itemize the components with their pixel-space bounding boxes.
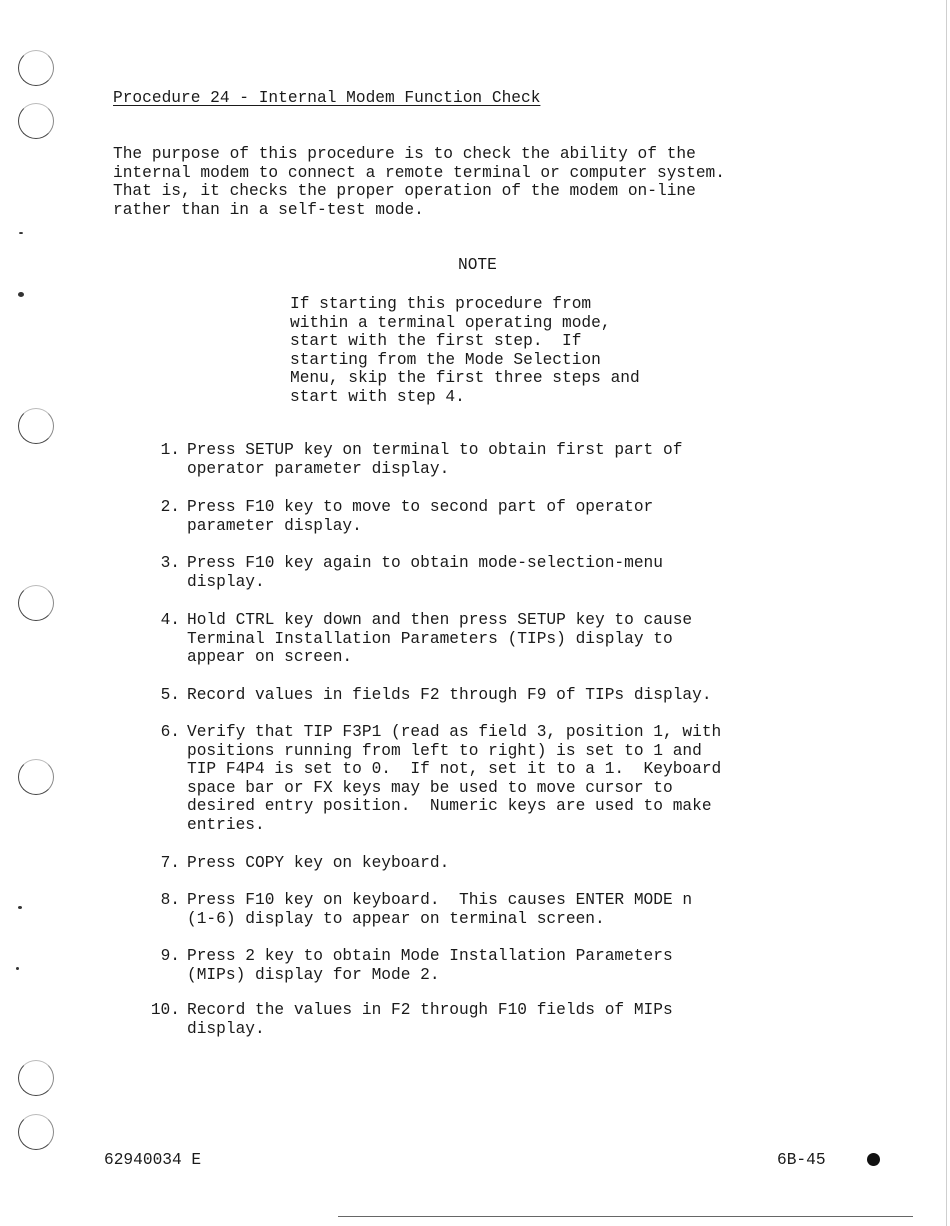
step-text — [187, 723, 721, 835]
step-number: 7. — [160, 854, 180, 872]
document-number: 62940034 E — [104, 1151, 202, 1169]
bottom-rule — [338, 1216, 913, 1217]
intro-line: That is, it checks the proper operation of the modem on-line — [113, 182, 696, 201]
step-number: 8. — [160, 891, 180, 909]
punch-hole-icon — [18, 50, 54, 86]
step-line: Terminal Installation Parameters (TIPs) display to — [187, 629, 673, 648]
step-number: 5. — [160, 686, 180, 704]
step-line: operator parameter display. — [187, 459, 450, 478]
step-number: 6. — [160, 723, 180, 741]
punch-hole-icon — [18, 408, 54, 444]
intro-paragraph — [113, 145, 833, 219]
step-text — [187, 1001, 673, 1038]
page-title: Procedure 24 - Internal Modem Function Check — [113, 89, 541, 107]
step-line: space bar or FX keys may be used to move cursor to — [187, 778, 673, 797]
step-line: Verify that TIP F3P1 (read as field 3, position 1, with — [187, 723, 722, 741]
step-text — [187, 947, 673, 984]
step-text — [187, 498, 653, 535]
step-line: TIP F4P4 is set to 0. If not, set it to a 1. Keyboard — [187, 760, 722, 779]
punch-hole-icon — [18, 585, 54, 621]
punch-hole-icon — [18, 103, 54, 139]
intro-line: internal modem to connect a remote terminal or computer system. — [113, 163, 725, 182]
note-heading: NOTE — [458, 256, 497, 274]
scan-speck — [18, 906, 22, 909]
step-line: appear on screen. — [187, 648, 353, 667]
intro-line: rather than in a self-test mode. — [113, 200, 424, 219]
scan-speck — [19, 232, 23, 234]
step-line: Press 2 key to obtain Mode Installation Parameters — [187, 947, 673, 965]
step-number: 3. — [160, 554, 180, 572]
page-edge — [946, 0, 947, 1226]
step-number: 10. — [150, 1001, 180, 1019]
bullet-dot-icon — [867, 1153, 880, 1166]
step-line: Record the values in F2 through F10 fields of MIPs — [187, 1001, 673, 1019]
step-line: display. — [187, 572, 265, 591]
punch-hole-icon — [18, 1114, 54, 1150]
step-line: display. — [187, 1019, 265, 1038]
step-line: Hold CTRL key down and then press SETUP key to cause — [187, 611, 693, 629]
step-line: Press COPY key on keyboard. — [187, 854, 450, 872]
step-line: entries. — [187, 815, 265, 834]
step-line: desired entry position. Numeric keys are used to make — [187, 797, 712, 816]
page-number: 6B-45 — [777, 1151, 826, 1169]
step-text — [187, 891, 692, 928]
note-line: Menu, skip the first three steps and — [290, 369, 640, 388]
step-line: parameter display. — [187, 516, 362, 535]
note-line: start with the first step. If — [290, 332, 582, 351]
scan-speck — [16, 967, 19, 970]
note-body — [290, 295, 640, 407]
step-text — [187, 686, 712, 705]
step-text — [187, 854, 449, 873]
note-line: If starting this procedure from — [290, 295, 592, 313]
step-line: Press SETUP key on terminal to obtain first part of — [187, 441, 683, 459]
note-line: starting from the Mode Selection — [290, 350, 601, 369]
step-line: positions running from left to right) is set to 1 and — [187, 741, 702, 760]
step-text — [187, 554, 663, 591]
punch-hole-icon — [18, 759, 54, 795]
step-text — [187, 611, 692, 667]
step-line: Press F10 key to move to second part of operator — [187, 498, 654, 516]
step-line: Press F10 key again to obtain mode-selection-menu — [187, 554, 663, 572]
step-number: 2. — [160, 498, 180, 516]
step-line: Record values in fields F2 through F9 of TIPs display. — [187, 686, 712, 704]
step-line: (1-6) display to appear on terminal screen. — [187, 909, 605, 928]
intro-line: The purpose of this procedure is to check the ability of the — [113, 145, 696, 163]
step-line: Press F10 key on keyboard. This causes ENTER MODE n — [187, 891, 693, 909]
note-line: start with step 4. — [290, 387, 465, 406]
note-line: within a terminal operating mode, — [290, 313, 611, 332]
step-number: 1. — [160, 441, 180, 459]
step-text — [187, 441, 682, 478]
step-number: 9. — [160, 947, 180, 965]
scan-speck — [18, 292, 24, 297]
punch-hole-icon — [18, 1060, 54, 1096]
step-line: (MIPs) display for Mode 2. — [187, 965, 440, 984]
step-number: 4. — [160, 611, 180, 629]
